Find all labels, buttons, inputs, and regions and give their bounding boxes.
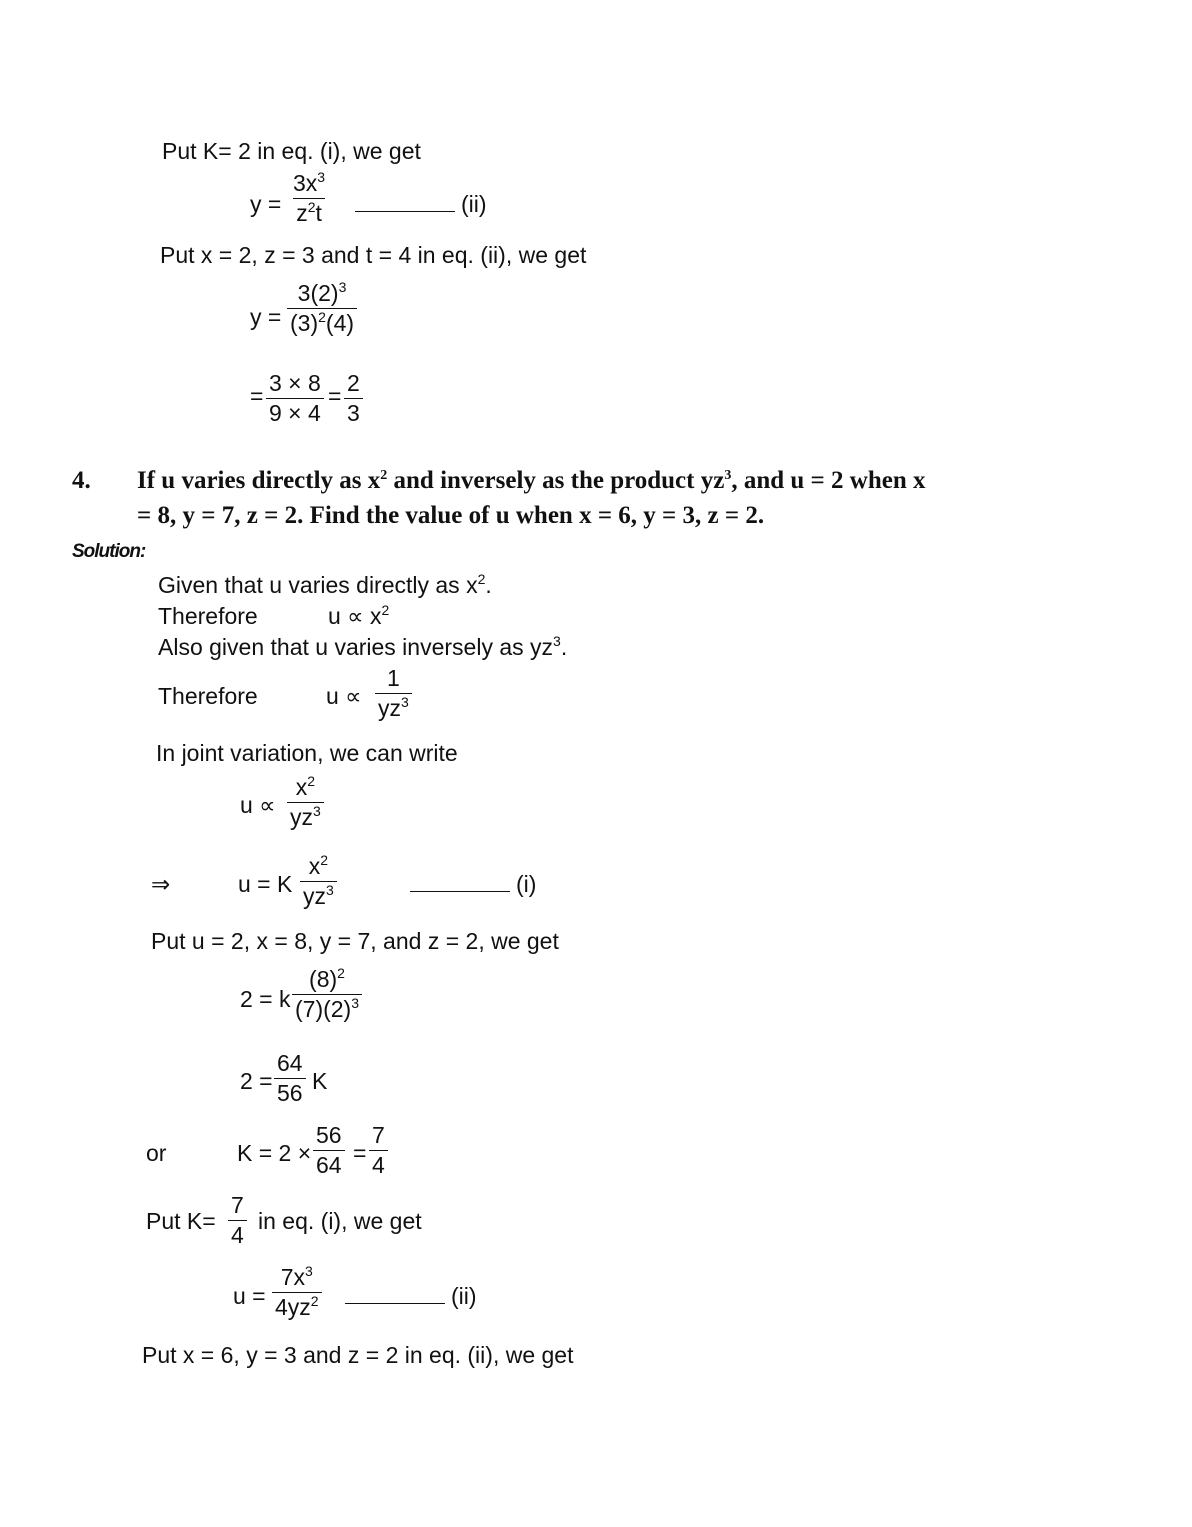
put-values-line: Put x = 2, z = 3 and t = 4 in eq. (ii), we get xyxy=(160,242,587,268)
question-number: 4. xyxy=(72,467,91,494)
step3-eq: = xyxy=(353,1140,367,1166)
calc-eq-2: = xyxy=(328,383,342,409)
sub-lhs-2: 2 = k xyxy=(240,986,291,1012)
question-line-2: = 8, y = 7, z = 2. Find the value of u when x = 6, y = 3, z = 2. xyxy=(137,502,765,529)
joint-fraction: $\frac{x^2}{yz^3}$ xyxy=(287,776,324,829)
step2-lhs: 2 = xyxy=(240,1068,273,1094)
step3-fraction-1: $\frac{56}{64}$ xyxy=(313,1124,345,1177)
put-k-fraction: $\frac{7}{4}$ xyxy=(228,1194,247,1247)
question-line-1: If u varies directly as $x^2$ and inversely as the product $yz^3$, and u = 2 when x xyxy=(137,467,926,494)
step2-fraction: $\frac{64}{56}$ xyxy=(274,1052,306,1105)
final-put-values-line: Put x = 6, y = 3 and z = 2 in eq. (ii), we get xyxy=(142,1342,574,1368)
step2-rhs: K xyxy=(312,1068,328,1094)
eq-ii-lhs-2: u = xyxy=(233,1283,266,1309)
proportion-inverse-fraction: $\frac{1}{yz^3}$ xyxy=(375,667,412,720)
therefore-1: Therefore xyxy=(158,603,258,629)
sub-fraction: $\frac{3(2)^3}{(3)^2(4)}$ xyxy=(287,282,357,335)
proportion-inverse-lhs: u ∝ xyxy=(326,683,362,709)
solution-label: Solution: xyxy=(72,541,146,562)
step3-fraction-2: $\frac{7}{4}$ xyxy=(369,1124,388,1177)
given-direct: Given that u varies directly as $x^2$. xyxy=(158,571,492,598)
step3-lhs: K = 2 × xyxy=(237,1140,312,1166)
joint-variation-line: In joint variation, we can write xyxy=(156,740,458,766)
put-k-rest: in eq. (i), we get xyxy=(258,1208,422,1234)
calc-eq: = xyxy=(250,383,264,409)
eq-i-fraction: $\frac{x^2}{yz^3}$ xyxy=(300,855,337,908)
eq-ii-fraction-2: $\frac{7x^3}{4yz^2}$ xyxy=(272,1266,322,1319)
eq-ii-fraction: $\frac{3x^3}{z^2t}$ xyxy=(293,169,326,226)
put-k-label-2: Put K= xyxy=(146,1208,216,1234)
sub-fraction-2: $\frac{(8)^2}{(7)(2)^3}$ xyxy=(292,968,362,1021)
calc-fraction-2: $\frac{2}{3}$ xyxy=(344,372,363,425)
eq-ii-lhs: y = xyxy=(250,191,282,217)
eq-ii-label: (ii) xyxy=(355,193,487,216)
given-inverse: Also given that u varies inversely as $yz^3$. xyxy=(158,633,568,660)
sub-lhs: y = xyxy=(250,304,282,330)
eq-ii-label-2: (ii) xyxy=(345,1285,477,1308)
therefore-2: Therefore xyxy=(158,683,258,709)
eq-i-lhs: u = K xyxy=(238,871,293,897)
implies-symbol: ⇒ xyxy=(151,871,171,897)
or-label: or xyxy=(146,1140,167,1166)
eq-i-label: (i) xyxy=(410,873,536,896)
calc-fraction-1: $\frac{3 \times 8}{9 \times 4}$ xyxy=(266,372,324,425)
proportion-direct: $u \propto x^2$ xyxy=(328,602,390,629)
put-values-line-2: Put u = 2, x = 8, y = 7, and z = 2, we get xyxy=(151,928,559,954)
put-k-line: Put K= 2 in eq. (i), we get xyxy=(162,138,421,164)
joint-lhs: u ∝ xyxy=(240,792,276,818)
